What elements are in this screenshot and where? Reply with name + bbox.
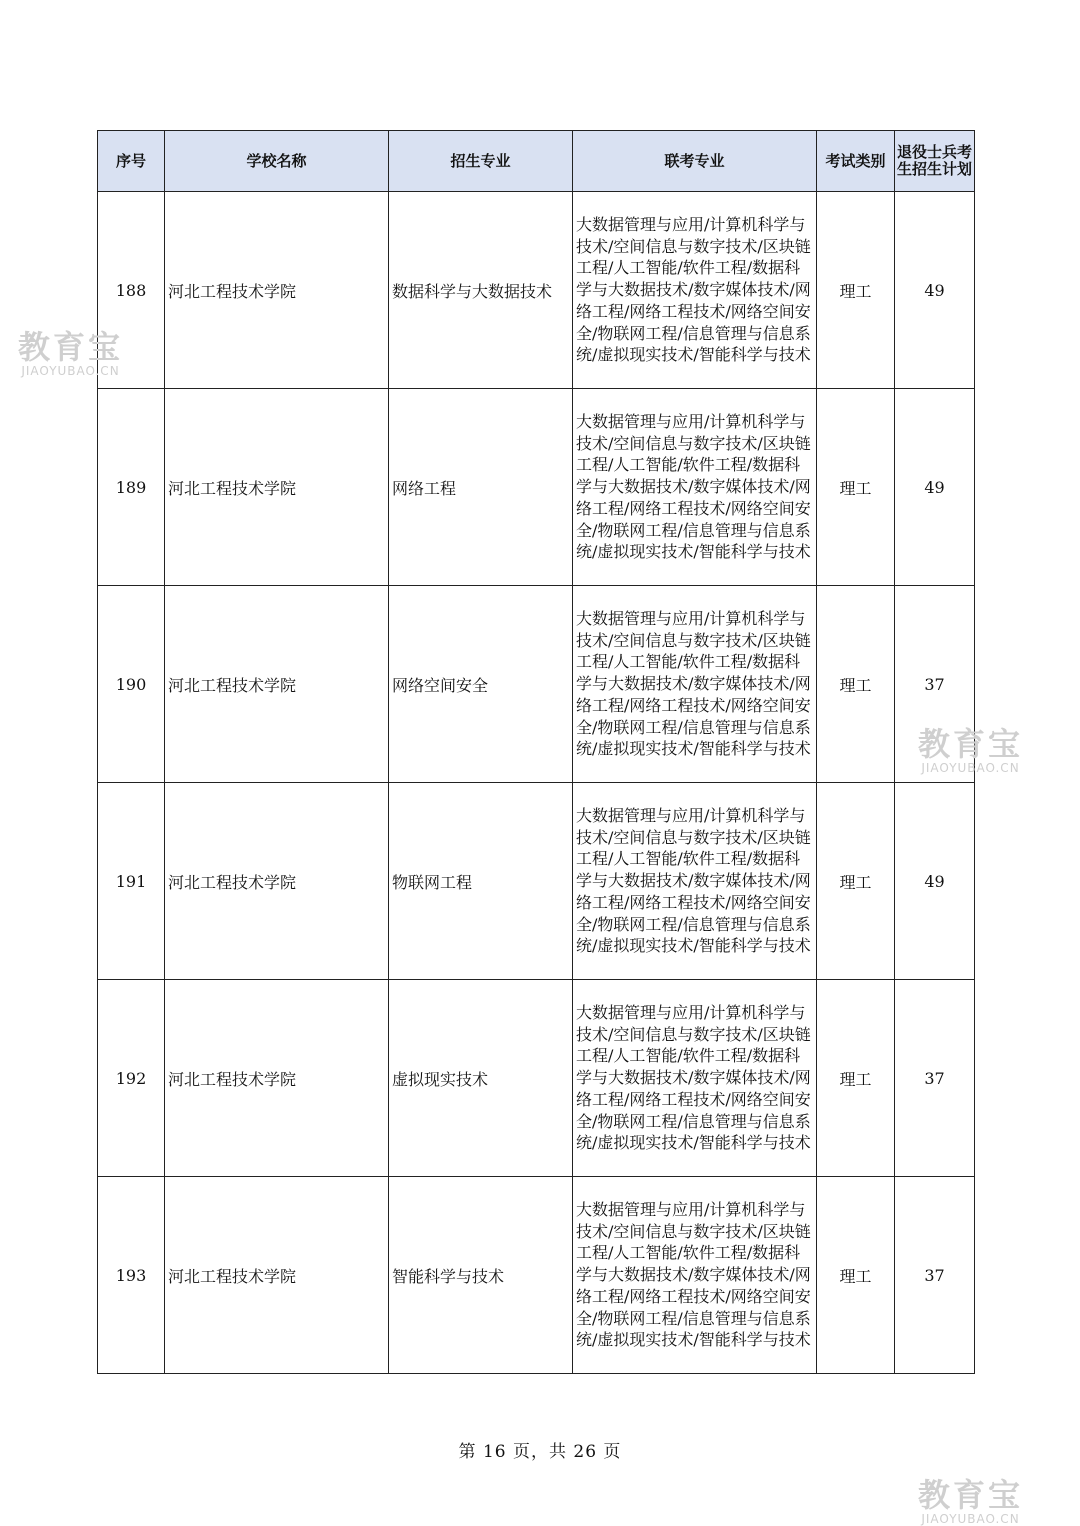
table-row [98, 1177, 975, 1374]
cell-major: 虚拟现实技术 [389, 980, 573, 1177]
header-exam-category: 考试类别 [817, 131, 895, 192]
enrollment-plan-table [97, 130, 975, 1374]
cell-num: 189 [98, 389, 165, 586]
cell-exam-category: 理工 [817, 980, 895, 1177]
cell-school: 河北工程技术学院 [165, 586, 389, 783]
cell-major: 网络工程 [389, 389, 573, 586]
header-major: 招生专业 [389, 131, 573, 192]
table-row [98, 586, 975, 783]
cell-exam-category: 理工 [817, 586, 895, 783]
header-num: 序号 [98, 131, 165, 192]
cell-school: 河北工程技术学院 [165, 389, 389, 586]
header-plan: 退役士兵考生招生计划 [895, 131, 975, 192]
table-row [98, 980, 975, 1177]
cell-num: 188 [98, 192, 165, 389]
cell-joint-major: 大数据管理与应用/计算机科学与技术/空间信息与数字技术/区块链工程/人工智能/软件工程/数据科学与大数据技术/数字媒体技术/网络工程/网络工程技术/网络空间安全/物联网工程/信息管理与信息系统/虚拟现实技术/智能科学与技术 [573, 980, 817, 1177]
table-row [98, 783, 975, 980]
watermark-logo-url: JIAOYUBAO.CN [21, 364, 120, 378]
cell-joint-major: 大数据管理与应用/计算机科学与技术/空间信息与数字技术/区块链工程/人工智能/软件工程/数据科学与大数据技术/数字媒体技术/网络工程/网络工程技术/网络空间安全/物联网工程/信息管理与信息系统/虚拟现实技术/智能科学与技术 [573, 192, 817, 389]
watermark-logo-url: JIAOYUBAO.CN [921, 1512, 1020, 1526]
cell-plan: 49 [895, 389, 975, 586]
watermark-logo-text: 教育宝 [918, 725, 1024, 763]
header-joint-major: 联考专业 [573, 131, 817, 192]
cell-plan: 49 [895, 192, 975, 389]
cell-school: 河北工程技术学院 [165, 783, 389, 980]
cell-joint-major: 大数据管理与应用/计算机科学与技术/空间信息与数字技术/区块链工程/人工智能/软件工程/数据科学与大数据技术/数字媒体技术/网络工程/网络工程技术/网络空间安全/物联网工程/信息管理与信息系统/虚拟现实技术/智能科学与技术 [573, 586, 817, 783]
watermark-logo-text: 教育宝 [18, 328, 124, 366]
cell-num: 190 [98, 586, 165, 783]
watermark-logo [918, 1478, 1023, 1526]
cell-plan: 37 [895, 1177, 975, 1374]
cell-joint-major: 大数据管理与应用/计算机科学与技术/空间信息与数字技术/区块链工程/人工智能/软件工程/数据科学与大数据技术/数字媒体技术/网络工程/网络工程技术/网络空间安全/物联网工程/信息管理与信息系统/虚拟现实技术/智能科学与技术 [573, 1177, 817, 1374]
cell-school: 河北工程技术学院 [165, 192, 389, 389]
header-school: 学校名称 [165, 131, 389, 192]
cell-school: 河北工程技术学院 [165, 980, 389, 1177]
cell-major: 网络空间安全 [389, 586, 573, 783]
cell-plan: 49 [895, 783, 975, 980]
cell-plan: 37 [895, 586, 975, 783]
page-footer: 第 16 页，共 26 页 [458, 1442, 622, 1462]
watermark-logo-text: 教育宝 [918, 1476, 1024, 1514]
cell-joint-major: 大数据管理与应用/计算机科学与技术/空间信息与数字技术/区块链工程/人工智能/软件工程/数据科学与大数据技术/数字媒体技术/网络工程/网络工程技术/网络空间安全/物联网工程/信息管理与信息系统/虚拟现实技术/智能科学与技术 [573, 783, 817, 980]
cell-joint-major: 大数据管理与应用/计算机科学与技术/空间信息与数字技术/区块链工程/人工智能/软件工程/数据科学与大数据技术/数字媒体技术/网络工程/网络工程技术/网络空间安全/物联网工程/信息管理与信息系统/虚拟现实技术/智能科学与技术 [573, 389, 817, 586]
cell-num: 193 [98, 1177, 165, 1374]
table-row [98, 192, 975, 389]
table-row [98, 389, 975, 586]
cell-major: 智能科学与技术 [389, 1177, 573, 1374]
watermark-logo-url: JIAOYUBAO.CN [921, 761, 1020, 775]
cell-num: 191 [98, 783, 165, 980]
watermark-logo [18, 330, 123, 378]
table-header-row [98, 131, 975, 192]
cell-major: 数据科学与大数据技术 [389, 192, 573, 389]
cell-plan: 37 [895, 980, 975, 1177]
cell-exam-category: 理工 [817, 1177, 895, 1374]
cell-major: 物联网工程 [389, 783, 573, 980]
watermark-logo [918, 727, 1023, 775]
cell-exam-category: 理工 [817, 389, 895, 586]
cell-school: 河北工程技术学院 [165, 1177, 389, 1374]
cell-exam-category: 理工 [817, 783, 895, 980]
cell-exam-category: 理工 [817, 192, 895, 389]
cell-num: 192 [98, 980, 165, 1177]
